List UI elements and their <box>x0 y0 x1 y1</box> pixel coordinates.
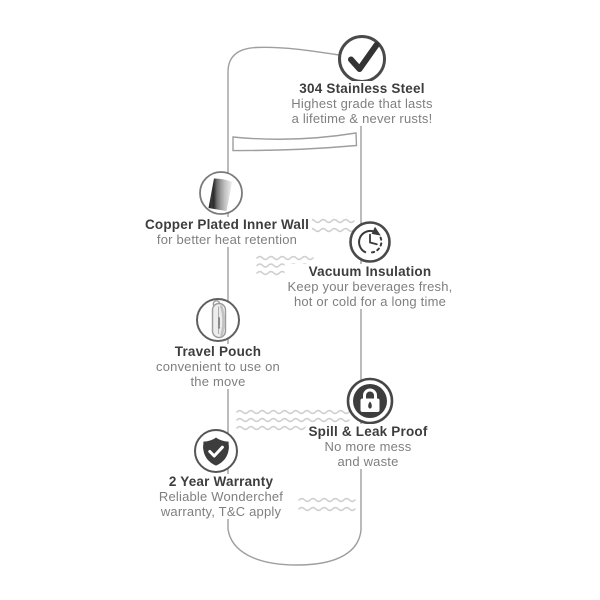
squiggle-icon <box>257 257 313 260</box>
feature-travel-pouch <box>153 344 283 389</box>
feature-title: 304 Stainless Steel <box>299 81 425 96</box>
travel-pouch-icon <box>197 299 239 341</box>
feature-text: hot or cold for a long time <box>293 294 447 309</box>
check-icon <box>340 37 385 82</box>
feature-text: a lifetime & never rusts! <box>291 111 433 126</box>
feature-text: No more mess <box>324 439 412 454</box>
squiggle-icon <box>299 499 355 502</box>
feature-title: Travel Pouch <box>174 344 262 359</box>
feature-text: and waste <box>337 454 399 469</box>
squiggle-icon <box>299 508 355 511</box>
feature-stainless-steel <box>288 81 435 126</box>
lock-icon <box>348 379 392 423</box>
feature-text: for better heat retention <box>156 232 298 247</box>
feature-title: 2 Year Warranty <box>168 474 274 489</box>
feature-title: Vacuum Insulation <box>308 264 432 279</box>
feature-spill-leak-proof <box>305 424 430 469</box>
feature-vacuum-insulation <box>285 264 456 309</box>
copper-wall-icon <box>200 172 242 214</box>
bottle-band <box>233 133 357 151</box>
feature-copper-inner-wall <box>142 217 312 247</box>
feature-title: Copper Plated Inner Wall <box>144 217 310 232</box>
squiggle-icon <box>237 419 349 422</box>
feature-text: convenient to use on <box>156 359 280 374</box>
clock-icon <box>351 223 390 262</box>
feature-title: Spill & Leak Proof <box>308 424 428 439</box>
squiggle-icon <box>237 411 349 414</box>
feature-text: Highest grade that lasts <box>291 96 433 111</box>
feature-warranty <box>156 474 286 519</box>
feature-text: Keep your beverages fresh, <box>287 279 453 294</box>
shield-check-icon <box>195 430 237 472</box>
feature-text: warranty, T&C apply <box>160 504 282 519</box>
feature-text: Reliable Wonderchef <box>158 489 284 504</box>
feature-text: the move <box>190 374 246 389</box>
